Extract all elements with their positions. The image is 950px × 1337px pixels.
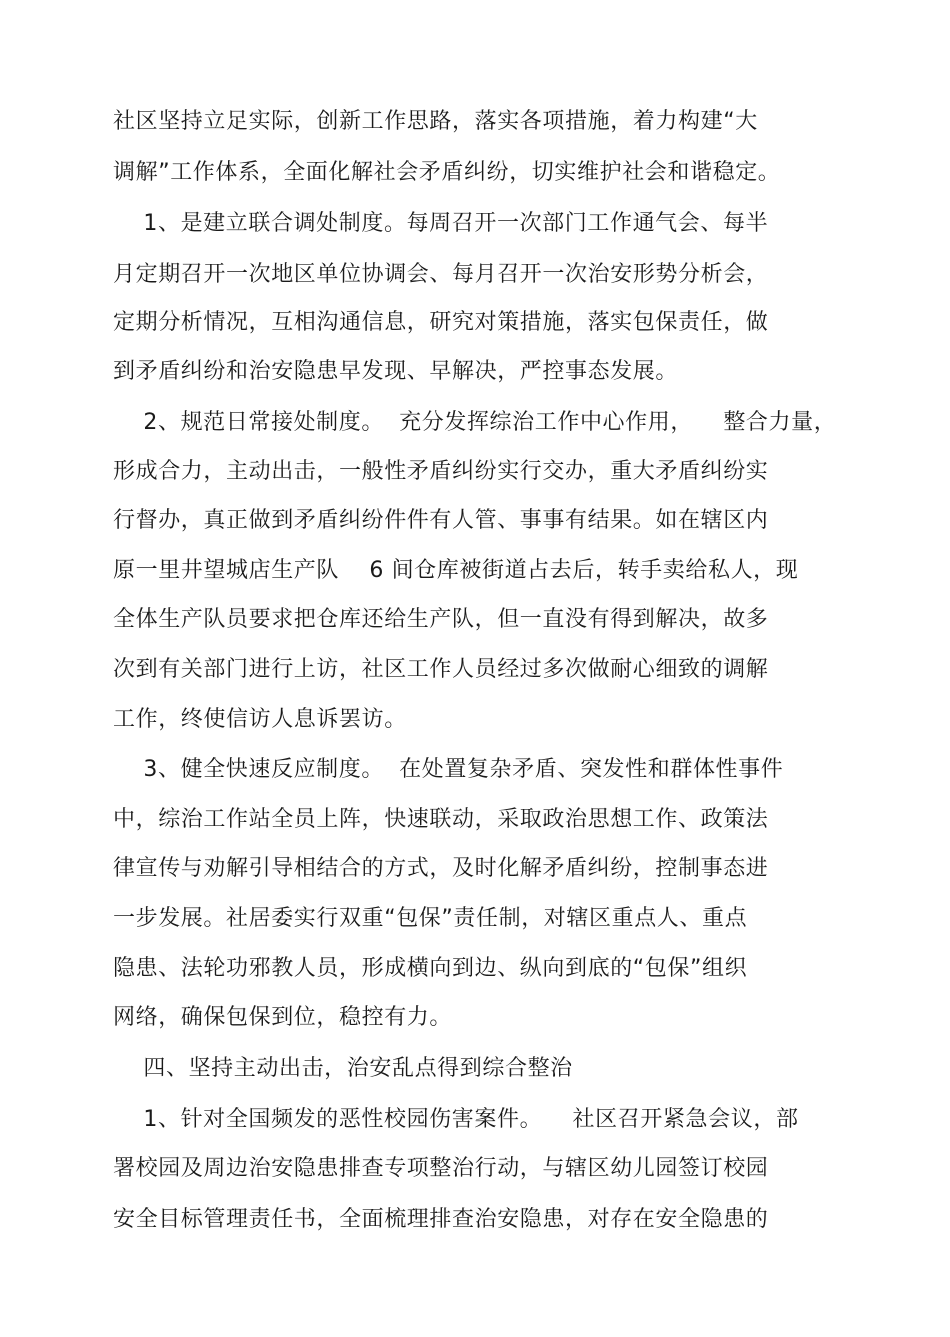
paragraph-line: 中，综治工作站全员上阵，快速联动，采取政治思想工作、政策法 [113,807,769,832]
section-heading: 四、坚持主动出击，治安乱点得到综合整治 [113,1056,573,1081]
paragraph-line: 1、针对全国频发的恶性校园伤害案件。 社区召开紧急会议，部 [113,1107,799,1132]
paragraph-line: 网络，确保包保到位，稳控有力。 [113,1005,453,1030]
paragraph-line: 全体生产队员要求把仓库还给生产队，但一直没有得到解决，故多 [113,607,769,632]
paragraph-line: 行督办，真正做到矛盾纠纷件件有人管、事事有结果。如在辖区内 [113,508,769,533]
paragraph-line: 原一里井望城店生产队 6 间仓库被街道占去后，转手卖给私人，现 [113,558,799,583]
paragraph-line: 形成合力，主动出击，一般性矛盾纠纷实行交办，重大矛盾纠纷实 [113,459,769,484]
paragraph-line: 社区坚持立足实际，创新工作思路，落实各项措施，着力构建“大 [113,109,758,134]
paragraph-line: 隐患、法轮功邪教人员，形成横向到边、纵向到底的“包保”组织 [113,956,748,981]
paragraph-line: 到矛盾纠纷和治安隐患早发现、早解决，严控事态发展。 [113,359,679,384]
paragraph-line: 2、规范日常接处制度。 充分发挥综治工作中心作用， 整合力量， [113,410,837,435]
paragraph-line: 3、健全快速反应制度。 在处置复杂矛盾、突发性和群体性事件 [113,757,784,782]
paragraph-line: 1、是建立联合调处制度。每周召开一次部门工作通气会、每半 [113,211,769,236]
paragraph-line: 一步发展。社居委实行双重“包保”责任制，对辖区重点人、重点 [113,906,748,931]
paragraph-line: 次到有关部门进行上访，社区工作人员经过多次做耐心细致的调解 [113,657,769,682]
paragraph-line: 署校园及周边治安隐患排查专项整治行动，与辖区幼儿园签订校园 [113,1156,769,1181]
paragraph-line: 工作，终使信访人息诉罢访。 [113,707,407,732]
paragraph-line: 调解”工作体系，全面化解社会矛盾纠纷，切实维护社会和谐稳定。 [113,160,781,185]
paragraph-line: 月定期召开一次地区单位协调会、每月召开一次治安形势分析会， [113,262,769,287]
paragraph-line: 律宣传与劝解引导相结合的方式，及时化解矛盾纠纷，控制事态进 [113,856,769,881]
paragraph-line: 安全目标管理责任书，全面梳理排查治安隐患，对存在安全隐患的 [113,1207,769,1232]
paragraph-line: 定期分析情况，互相沟通信息，研究对策措施，落实包保责任，做 [113,310,769,335]
